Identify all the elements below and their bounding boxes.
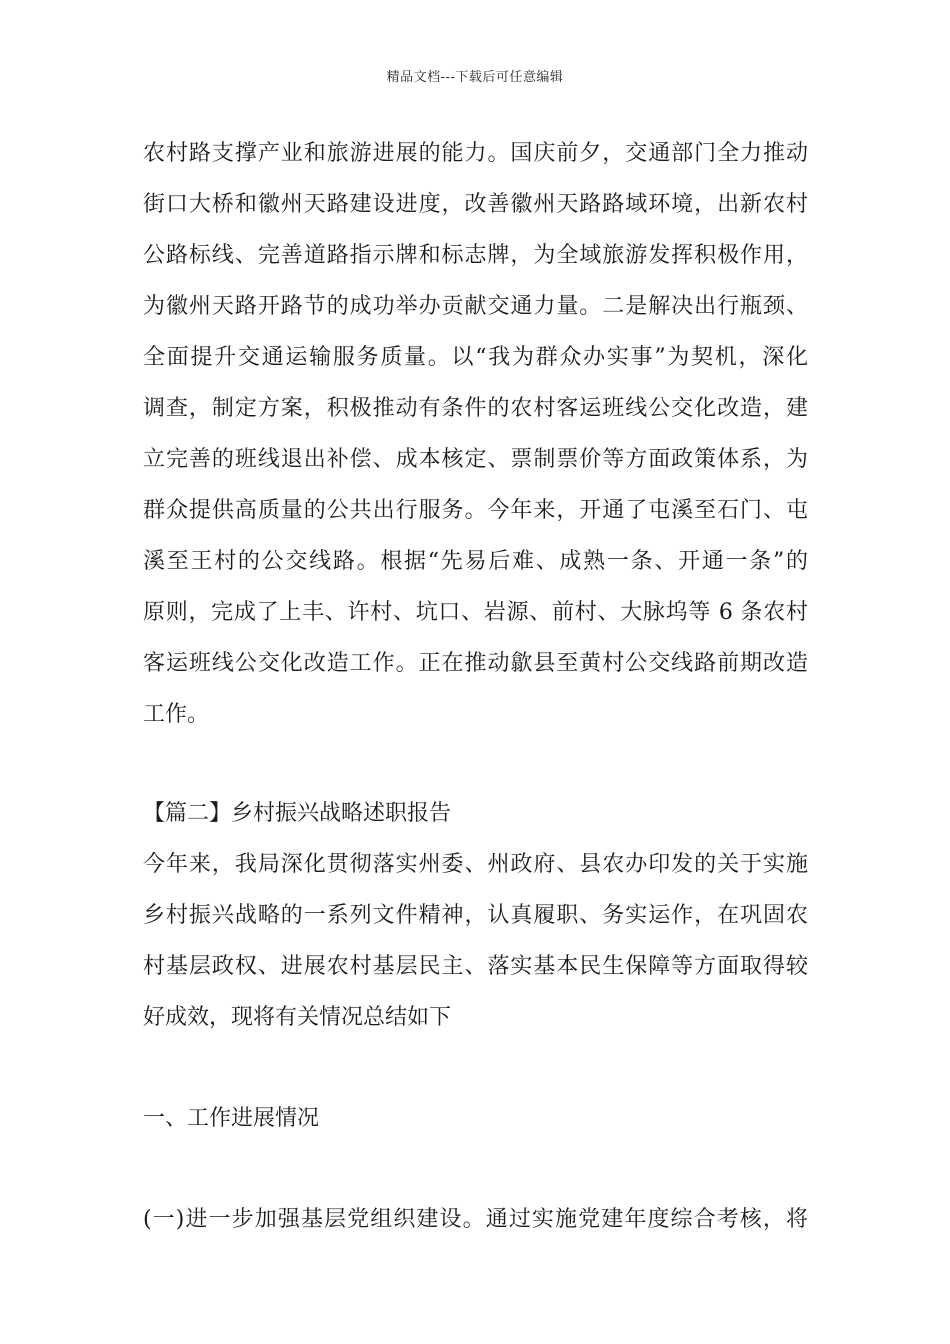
text-line: (一)进一步加强基层党组织建设。通过实施党建年度综合考核，将	[143, 1207, 808, 1232]
text-line: 为徽州天路开路节的成功举办贡献交通力量。二是解决出行瓶颈、	[143, 294, 808, 319]
text-line: 今年来，我局深化贯彻落实州委、州政府、县农办印发的关于实施	[143, 852, 808, 877]
document-body	[143, 128, 808, 1245]
text-line: 溪至王村的公交线路。根据“先易后难、成熟一条、开通一条”的	[143, 549, 808, 574]
section-title: 【篇二】乡村振兴战略述职报告	[143, 801, 452, 826]
text-line: 群众提供高质量的公共出行服务。今年来，开通了屯溪至石门、屯	[143, 498, 808, 523]
paragraph-intro	[143, 839, 808, 1043]
page-header: 精品文档---下载后可任意编辑	[386, 70, 564, 85]
text-line: 全面提升交通运输服务质量。以“我为群众办实事”为契机，深化	[143, 345, 808, 370]
heading-progress: 一、工作进展情况	[143, 1106, 320, 1131]
paragraph-spacer	[143, 1144, 808, 1194]
paragraph-spacer	[143, 1043, 808, 1093]
text-line: 客运班线公交化改造工作。正在推动歙县至黄村公交线路前期改造	[143, 651, 808, 676]
paragraph-transport	[143, 128, 808, 740]
text-line: 乡村振兴战略的一系列文件精神，认真履职、务实运作，在巩固农	[143, 903, 808, 928]
text-line: 街口大桥和徽州天路建设进度，改善徽州天路路域环境，出新农村	[143, 192, 808, 217]
text-line: 调查，制定方案，积极推动有条件的农村客运班线公交化改造，建	[143, 396, 808, 421]
paragraph-party-building	[143, 1194, 808, 1245]
text-line: 原则，完成了上丰、许村、坑口、岩源、前村、大脉坞等 6 条农村	[143, 600, 808, 625]
text-line: 立完善的班线退出补偿、成本核定、票制票价等方面政策体系，为	[143, 447, 808, 472]
text-line: 公路标线、完善道路指示牌和标志牌，为全域旅游发挥积极作用，	[143, 243, 808, 268]
text-line: 农村路支撑产业和旅游进展的能力。国庆前夕，交通部门全力推动	[143, 141, 808, 166]
text-line: 村基层政权、进展农村基层民主、落实基本民生保障等方面取得较	[143, 954, 808, 979]
text-line: 工作。	[143, 702, 210, 727]
text-line: 好成效，现将有关情况总结如下	[143, 1005, 452, 1030]
paragraph-spacer	[143, 740, 808, 788]
